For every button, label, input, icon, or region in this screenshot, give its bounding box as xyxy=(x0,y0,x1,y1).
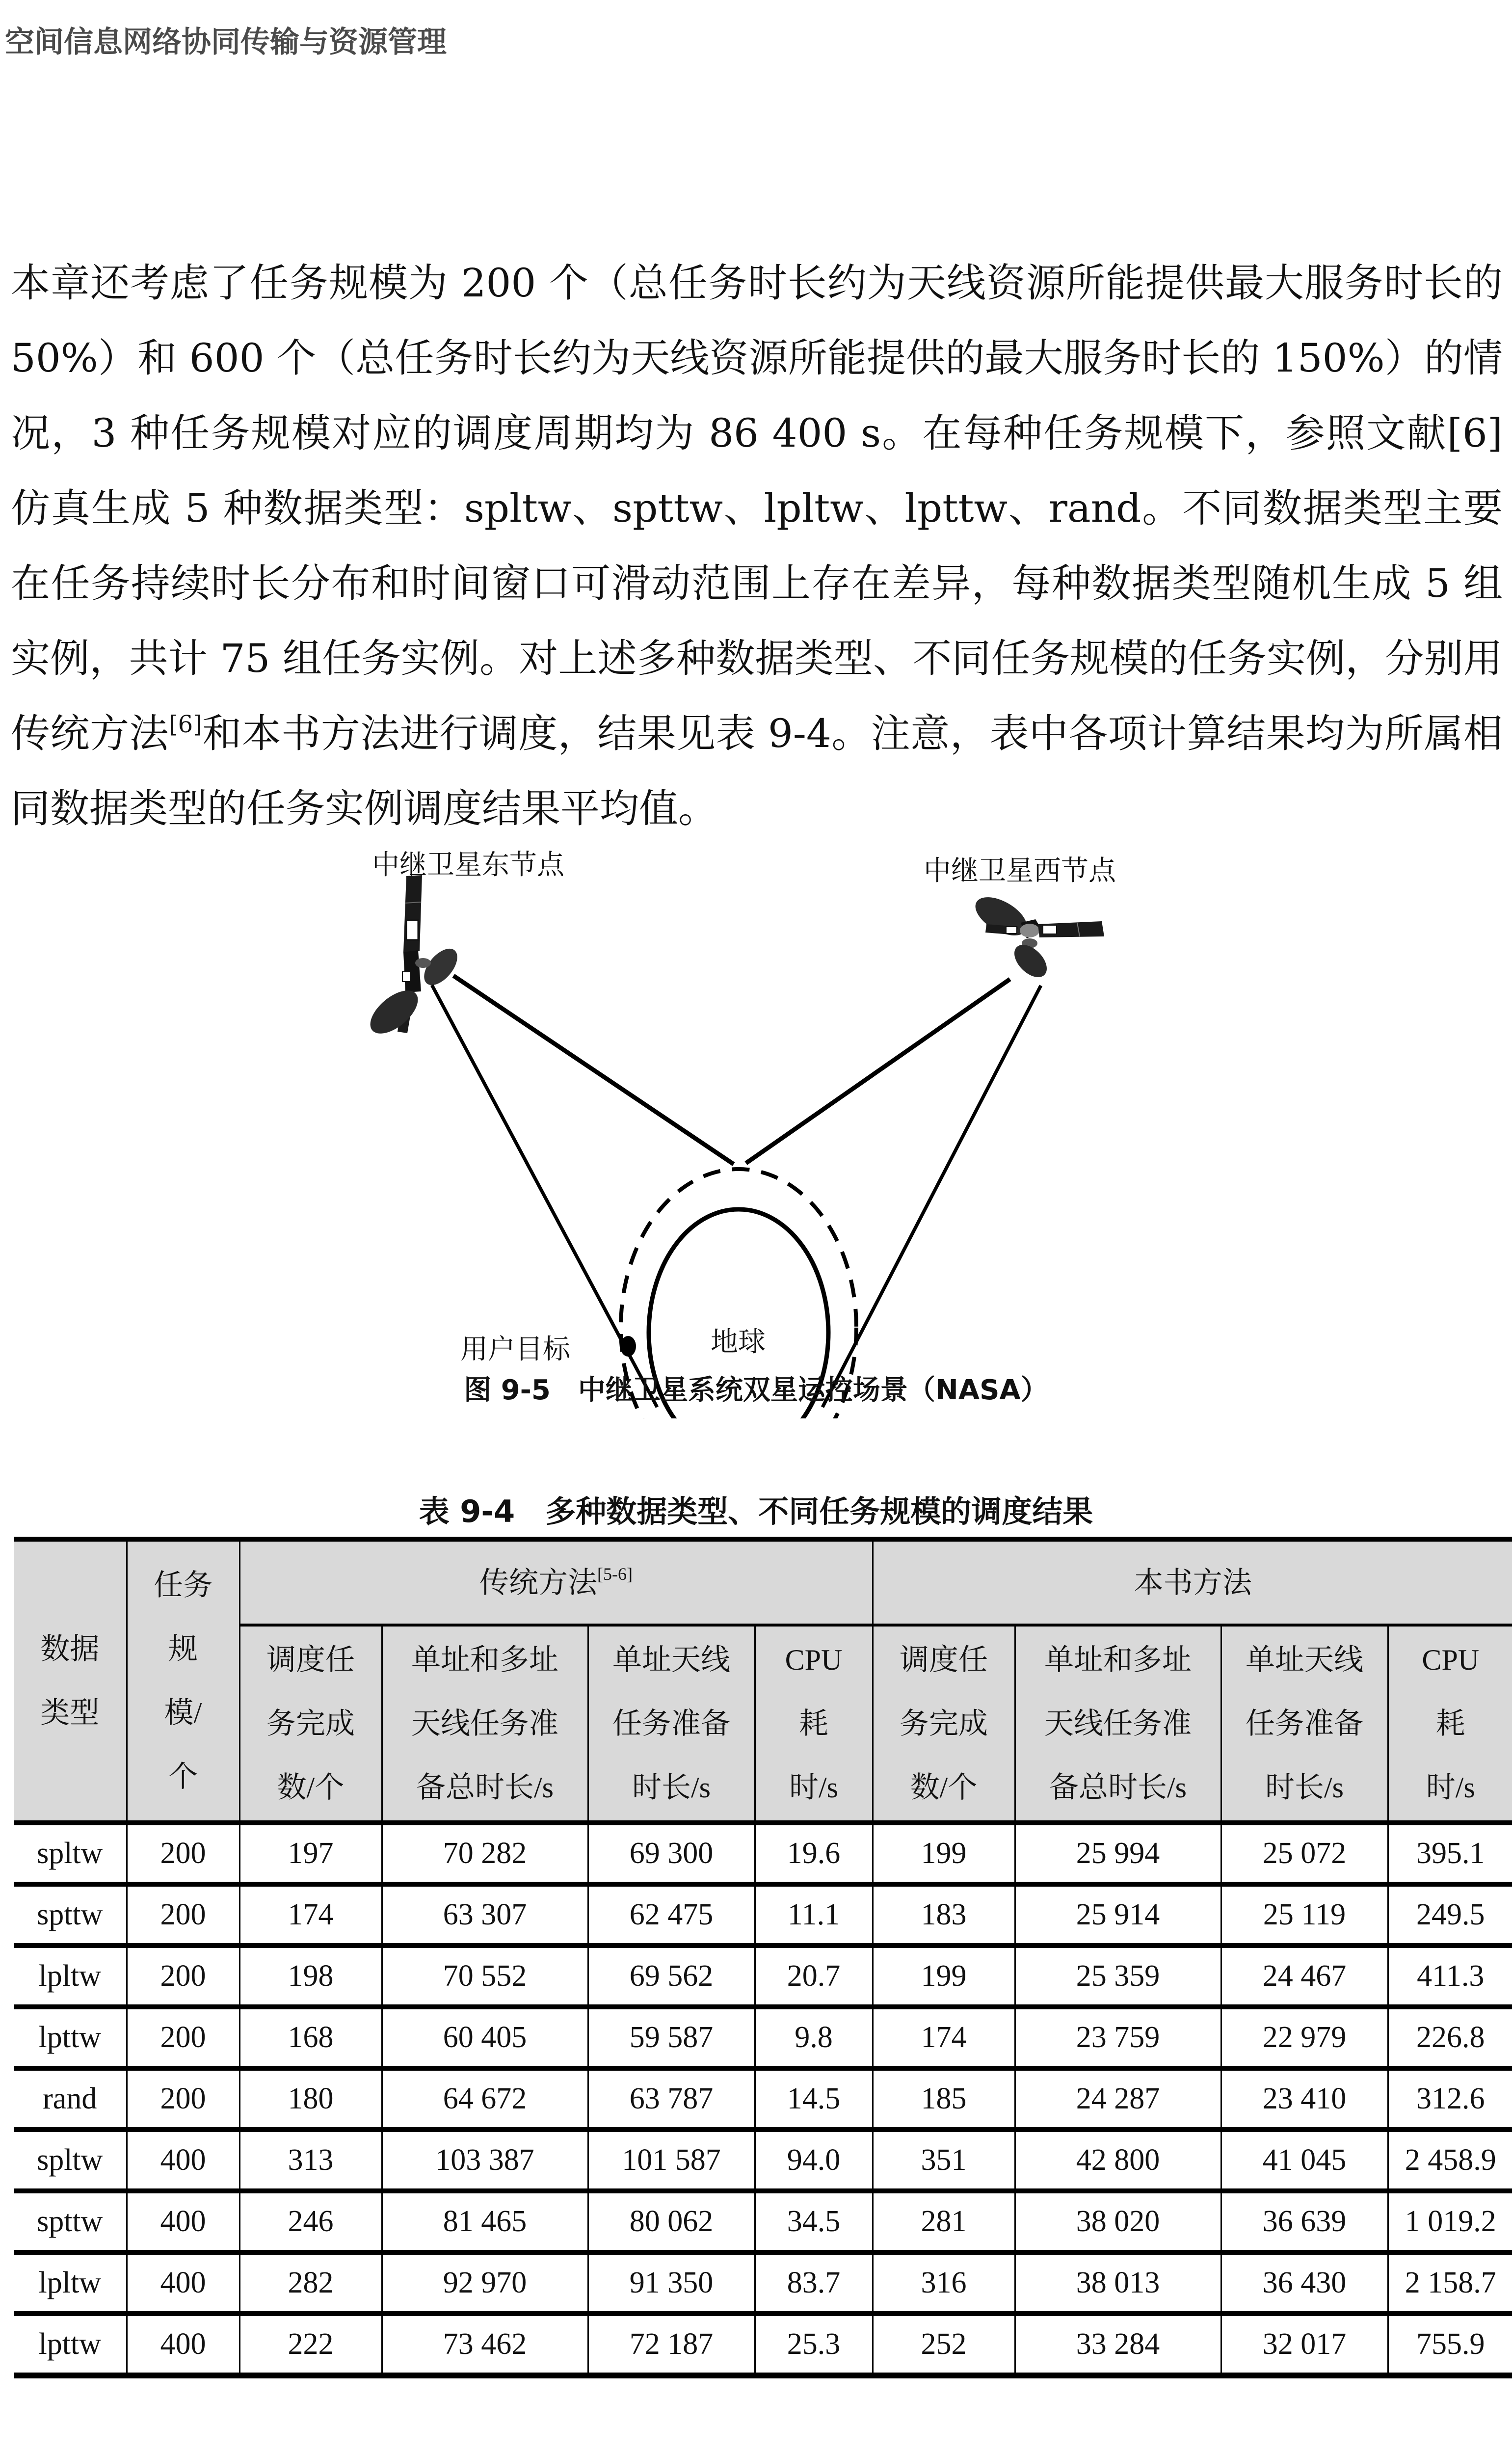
table-cell: spttw xyxy=(14,2191,127,2252)
table-cell: 72 187 xyxy=(588,2314,755,2375)
table-cell: 1 019.2 xyxy=(1388,2191,1512,2252)
table-cell: 252 xyxy=(873,2314,1015,2375)
table-cell: 64 672 xyxy=(382,2068,588,2130)
table-cell: 246 xyxy=(239,2191,382,2252)
table-cell: spttw xyxy=(14,1884,127,1946)
table-cell: spltw xyxy=(14,1823,127,1884)
table-cell: 70 282 xyxy=(382,1823,588,1884)
table-cell: 41 045 xyxy=(1221,2130,1388,2191)
table-cell: 81 465 xyxy=(382,2191,588,2252)
table-cell: 14.5 xyxy=(755,2068,873,2130)
table-cell: 199 xyxy=(873,1823,1015,1884)
table-row xyxy=(14,2191,1512,2252)
table-row xyxy=(14,2130,1512,2191)
table-cell: 312.6 xyxy=(1388,2068,1512,2130)
table-cell: spltw xyxy=(14,2130,127,2191)
header-task-scale: 任务规模/个 xyxy=(127,1539,239,1823)
table-cell: 2 458.9 xyxy=(1388,2130,1512,2191)
table-cell: 249.5 xyxy=(1388,1884,1512,1946)
results-table xyxy=(14,1537,1512,2378)
label-user-target: 用户目标 xyxy=(460,1334,570,1365)
running-head-title: 空间信息网络协同传输与资源管理 xyxy=(5,25,447,59)
table-cell: 25 359 xyxy=(1015,1946,1221,2007)
table-cell: 33 284 xyxy=(1015,2314,1221,2375)
label-east-node: 中继卫星东节点 xyxy=(372,849,564,881)
table-cell: 42 800 xyxy=(1015,2130,1221,2191)
table-cell: 91 350 xyxy=(588,2252,755,2314)
header-traditional-cpu: CPU 耗时/s xyxy=(755,1625,873,1823)
table-cell: 282 xyxy=(239,2252,382,2314)
table-cell: 25.3 xyxy=(755,2314,873,2375)
table-cell: 400 xyxy=(127,2314,239,2375)
table-cell: 22 979 xyxy=(1221,2007,1388,2068)
header-data-type: 数据类型 xyxy=(14,1539,127,1823)
header-traditional-total-prep: 单址和多址天线任务准备总时长/s xyxy=(382,1625,588,1823)
table-row xyxy=(14,1946,1512,2007)
table-body xyxy=(14,1823,1512,2375)
table-cell: 200 xyxy=(127,1946,239,2007)
table-cell: 200 xyxy=(127,1884,239,1946)
figure-relay-satellite-scenario xyxy=(0,829,1512,1418)
table-cell: 63 307 xyxy=(382,1884,588,1946)
table-cell: 11.1 xyxy=(755,1884,873,1946)
table-row xyxy=(14,1823,1512,1884)
table-cell: 174 xyxy=(873,2007,1015,2068)
table-cell: 400 xyxy=(127,2191,239,2252)
table-cell: 34.5 xyxy=(755,2191,873,2252)
table-cell: 168 xyxy=(239,2007,382,2068)
table-cell: 23 759 xyxy=(1015,2007,1221,2068)
table-cell: 70 552 xyxy=(382,1946,588,2007)
table-cell: 19.6 xyxy=(755,1823,873,1884)
table-cell: 63 787 xyxy=(588,2068,755,2130)
header-traditional-sa-prep: 单址天线任务准备时长/s xyxy=(588,1625,755,1823)
table-cell: 69 562 xyxy=(588,1946,755,2007)
header-ours-total-prep: 单址和多址天线任务准备总时长/s xyxy=(1015,1625,1221,1823)
header-traditional-completed: 调度任务完成数/个 xyxy=(239,1625,382,1823)
table-cell: 24 467 xyxy=(1221,1946,1388,2007)
table-cell: 20.7 xyxy=(755,1946,873,2007)
table-cell: 183 xyxy=(873,1884,1015,1946)
table-cell: 24 287 xyxy=(1015,2068,1221,2130)
table-cell: 198 xyxy=(239,1946,382,2007)
table-row xyxy=(14,1884,1512,1946)
table-cell: 62 475 xyxy=(588,1884,755,1946)
table-cell: 103 387 xyxy=(382,2130,588,2191)
header-ours-sa-prep: 单址天线任务准备时长/s xyxy=(1221,1625,1388,1823)
link-east-to-earth xyxy=(453,976,734,1164)
user-target-dot xyxy=(620,1336,636,1357)
table-cell: 199 xyxy=(873,1946,1015,2007)
table-cell: 174 xyxy=(239,1884,382,1946)
table-cell: 316 xyxy=(873,2252,1015,2314)
header-ours-completed: 调度任务完成数/个 xyxy=(873,1625,1015,1823)
body-paragraph xyxy=(11,245,1503,846)
table-cell: 400 xyxy=(127,2130,239,2191)
header-ours-cpu: CPU 耗时/s xyxy=(1388,1625,1512,1823)
table-row xyxy=(14,2007,1512,2068)
table-cell: 59 587 xyxy=(588,2007,755,2068)
west-satellite-icon xyxy=(969,889,1104,983)
table-cell: 73 462 xyxy=(382,2314,588,2375)
table-cell: lpltw xyxy=(14,1946,127,2007)
table-cell: 23 410 xyxy=(1221,2068,1388,2130)
table-cell: 351 xyxy=(873,2130,1015,2191)
table-cell: 200 xyxy=(127,2007,239,2068)
table-cell: 32 017 xyxy=(1221,2314,1388,2375)
table-cell: 411.3 xyxy=(1388,1946,1512,2007)
table-cell: rand xyxy=(14,2068,127,2130)
table-cell: 101 587 xyxy=(588,2130,755,2191)
table-cell: 36 430 xyxy=(1221,2252,1388,2314)
label-earth: 地球 xyxy=(711,1326,766,1358)
table-cell: 38 020 xyxy=(1015,2191,1221,2252)
table-cell: 92 970 xyxy=(382,2252,588,2314)
table-cell: 80 062 xyxy=(588,2191,755,2252)
citation-reference: [6] xyxy=(168,711,202,738)
table-cell: 38 013 xyxy=(1015,2252,1221,2314)
table-cell: 94.0 xyxy=(755,2130,873,2191)
table-cell: 25 072 xyxy=(1221,1823,1388,1884)
table-cell: lpttw xyxy=(14,2007,127,2068)
table-cell: 9.8 xyxy=(755,2007,873,2068)
table-row xyxy=(14,2252,1512,2314)
table-cell: 69 300 xyxy=(588,1823,755,1884)
table-cell: 755.9 xyxy=(1388,2314,1512,2375)
table-cell: 60 405 xyxy=(382,2007,588,2068)
table-cell: 36 639 xyxy=(1221,2191,1388,2252)
table-row xyxy=(14,2314,1512,2375)
header-group-ours: 本书方法 xyxy=(873,1539,1512,1625)
table-title: 表 9-4 多种数据类型、不同任务规模的调度结果 xyxy=(419,1494,1093,1529)
paragraph-text-part-1: 本章还考虑了任务规模为 200 个（总任务时长约为天线资源所能提供最大服务时长的 50%）和 600 个（总任务时长约为天线资源所能提供的最大服务时长的 150%）的情况，3 种任务规模对应的调度周期均为 86 400 s。在每种任务规模下，参照文献[6]仿真生成 5 种数据类型：spltw、spttw、lpltw、lpttw、rand。不同数据类型主要在任务持续时长分布和时间窗口可滑动范围上存在差异，每种数据类型随机生成 5 组实例，共计 75 组任务实例。对上述多种数据类型、不同任务规模的任务实例，分别用传统方法 xyxy=(11,260,1503,756)
table-cell: 226.8 xyxy=(1388,2007,1512,2068)
header-traditional-reference: [5-6] xyxy=(597,1564,633,1584)
table-cell: 25 914 xyxy=(1015,1884,1221,1946)
table-cell: lpttw xyxy=(14,2314,127,2375)
table-cell: 2 158.7 xyxy=(1388,2252,1512,2314)
table-cell: 25 994 xyxy=(1015,1823,1221,1884)
link-west-to-earth xyxy=(746,979,1010,1163)
label-west-node: 中继卫星西节点 xyxy=(924,855,1116,887)
table-cell: 180 xyxy=(239,2068,382,2130)
table-cell: 185 xyxy=(873,2068,1015,2130)
table-cell: 197 xyxy=(239,1823,382,1884)
figure-caption: 图 9-5 中继卫星系统双星运控场景（NASA） xyxy=(464,1374,1048,1406)
table-cell: 222 xyxy=(239,2314,382,2375)
table-cell: 395.1 xyxy=(1388,1823,1512,1884)
table-cell: 25 119 xyxy=(1221,1884,1388,1946)
table-cell: 281 xyxy=(873,2191,1015,2252)
table-cell: 200 xyxy=(127,2068,239,2130)
table-cell: 400 xyxy=(127,2252,239,2314)
table-cell: 313 xyxy=(239,2130,382,2191)
table-cell: 200 xyxy=(127,1823,239,1884)
table-cell: lpltw xyxy=(14,2252,127,2314)
paragraph-text-part-2: 和本书方法进行调度，结果见表 9-4。注意，表中各项计算结果均为所属相同数据类型的任务实例调度结果平均值。 xyxy=(11,711,1503,831)
header-group-traditional: 传统方法[5-6] xyxy=(239,1539,873,1625)
table-row xyxy=(14,2068,1512,2130)
table-cell: 83.7 xyxy=(755,2252,873,2314)
